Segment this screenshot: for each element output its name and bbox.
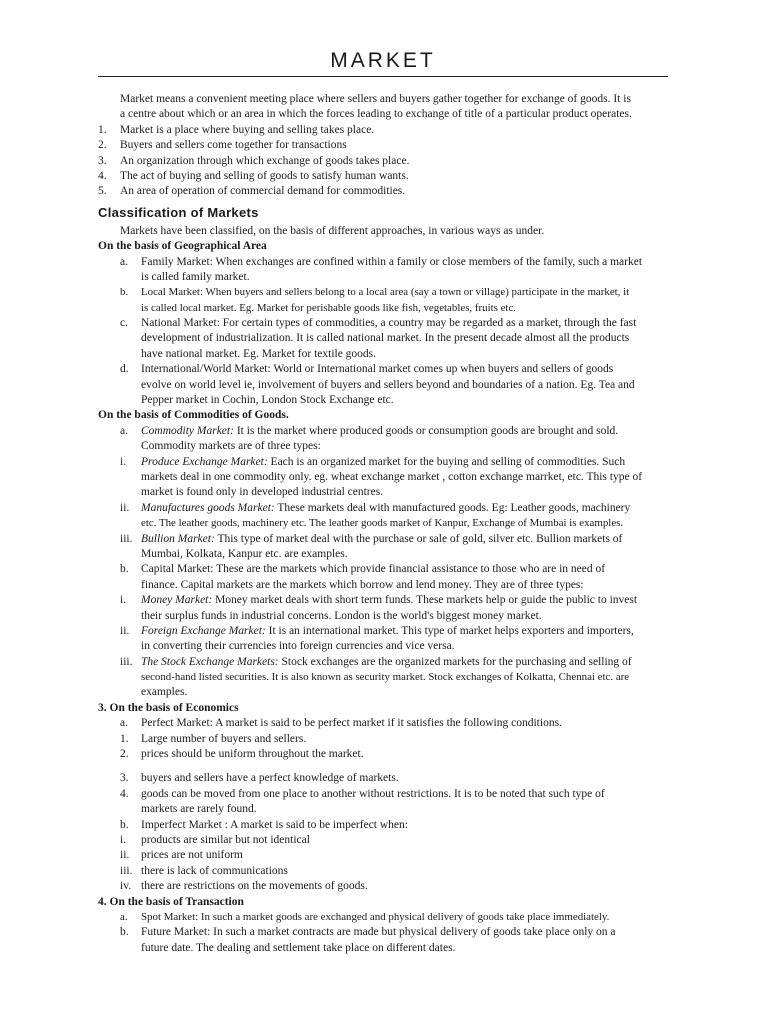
list-marker: ii. [120,849,130,862]
imperfect-condition-item: ii. prices are not uniform [98,848,668,863]
capital-market-item: b. Capital Market: These are the markets which provide financial assistance to those who are in need of [98,562,668,577]
list-marker: iii. [120,655,133,668]
geo-item-local-cont: is called local market. Eg. Market for perishable goods like fish, vegetables, fruits etc. [141,301,516,314]
imperfect-condition-item: iii. there is lack of communications [98,864,668,879]
list-marker: a. [120,255,128,268]
list-marker: b. [120,286,129,299]
list-marker: i. [120,833,127,846]
condition-item: 4. goods can be moved from one place to another without restrictions. It is to be noted that such type of [98,787,668,802]
list-marker: 2. [120,748,129,761]
list-marker: ii. [120,501,130,514]
definition-item: 3. An organization through which exchange of goods takes place. [98,154,668,169]
spot-market-item: a. Spot Market: In such a market goods are exchanged and physical delivery of goods take place immediately. [98,910,668,925]
geo-item-national-cont: development of industrialization. It is called national market. In the present decade almost all the products [141,332,630,345]
classification-intro: Markets have been classified, on the basis of different approaches, in various ways as under. [120,224,545,237]
future-market-cont: future date. The dealing and settlement take place on different dates. [141,941,456,954]
imperfect-market-item: b. Imperfect Market : A market is said to be imperfect when: [98,818,668,833]
list-marker: b. [120,926,129,939]
perfect-market-item: a. Perfect Market: A market is said to be perfect market if it satisfies the following conditions. [98,716,668,731]
subheading-commodities: On the basis of Commodities of Goods. [98,409,289,422]
geo-item-world: d. International/World Market: World or International market comes up when buyers and sellers of goods [98,362,668,377]
commodity-market-item: a. Commodity Market: It is the market where produced goods or consumption goods are brought and sold. [98,424,668,439]
list-marker: i. [120,455,127,468]
produce-exchange-item: i. Produce Exchange Market: Each is an organized market for the buying and selling of commodities. Such [98,455,668,470]
subheading-transaction: 4. On the basis of Transaction [98,895,244,908]
geo-item-national: c. National Market: For certain types of commodities, a country may be regarded as a market, through the fast [98,316,668,331]
term-stock-exchange: The Stock Exchange Markets: [141,655,279,668]
term-commodity-market: Commodity Market: [141,424,234,437]
list-marker: b. [120,818,129,831]
intro-line: Market means a convenient meeting place where sellers and buyers gather together for exchange of goods. It is [120,93,631,105]
list-marker: 3. [120,772,129,785]
imperfect-condition-item: i. products are similar but not identical [98,833,668,848]
future-market-item: b. Future Market: In such a market contracts are made but physical delivery of goods take place only on a [98,925,668,940]
imperfect-condition-item: iv. there are restrictions on the movements of goods. [98,879,668,894]
list-marker: iii. [120,864,133,877]
list-marker: a. [120,424,128,437]
produce-exchange-cont: market is found only in developed industrial centres. [141,486,384,499]
list-marker: c. [120,317,128,330]
title-rule [98,76,668,77]
page-title: MARKET [330,49,436,72]
list-marker: a. [120,910,128,923]
list-marker: i. [120,594,127,607]
definition-item: 4. The act of buying and selling of goods to satisfy human wants. [98,169,668,184]
money-market-item: i. Money Market: Money market deals with short term funds. These markets help or guide the public to invest [98,593,668,608]
term-bullion: Bullion Market: [141,532,215,545]
condition-item: 1. Large number of buyers and sellers. [98,732,668,747]
list-marker: a. [120,717,128,730]
subheading-economics: 3. On the basis of Economics [98,701,239,714]
capital-market-cont: finance. Capital markets are the markets which borrow and lend money. They are of three types: [141,578,584,591]
list-marker: iii. [120,532,133,545]
term-money-market: Money Market: [141,594,213,607]
geo-item-national-cont: have national market. Eg. Market for textile goods. [141,347,377,360]
condition-item: 3. buyers and sellers have a perfect knowledge of markets. [98,771,668,786]
term-produce-exchange: Produce Exchange Market: [141,455,268,468]
manufactures-cont: etc. The leather goods, machinery etc. The leather goods market of Kanpur, Exchange of Mumbai is examples. [141,517,624,530]
money-market-cont: their surplus funds in industrial concerns. London is the world's biggest money market. [141,609,542,622]
geo-item-local: b. Local Market: When buyers and sellers belong to a local area (say a town or village) participate in the market, it [98,285,668,300]
geo-item-world-cont: Pepper market in Cochin, London Stock Exchange etc. [141,394,394,407]
list-marker: 5. [98,185,107,198]
definition-item: 2. Buyers and sellers come together for transactions [98,138,668,153]
section-heading-classification: Classification of Markets [98,204,259,220]
list-marker: 4. [120,787,129,800]
term-foreign-exchange: Foreign Exchange Market: [141,624,266,637]
list-marker: 1. [98,123,107,136]
bullion-cont: Mumbai, Kolkata, Kanpur etc. are examples. [141,547,348,560]
list-marker: ii. [120,624,130,637]
manufactures-item: ii. Manufactures goods Market: These markets deal with manufactured goods. Eg: Leather goods, machinery [98,501,668,516]
foreign-exchange-cont: in converting their currencies into foreign currencies and vice versa. [141,640,455,653]
list-marker: iv. [120,880,132,893]
condition-item-cont: markets are rarely found. [141,803,257,816]
list-marker: 1. [120,732,129,745]
commodity-market-cont: Commodity markets are of three types: [141,440,321,453]
definition-item: 5. An area of operation of commercial demand for commodities. [98,184,668,199]
stock-exchange-cont: second-hand listed securities. It is also known as security market. Stock exchanges of Kolkatta, Chennai etc. are [141,671,630,684]
list-marker: d. [120,363,129,376]
list-marker: 2. [98,139,107,152]
geo-item-world-cont: evolve on world level ie, involvement of buyers and sellers beyond and boundaries of a nation. Eg. Tea and [141,378,635,391]
stock-exchange-item: iii. The Stock Exchange Markets: Stock exchanges are the organized markets for the purchasing and selling of [98,655,668,670]
foreign-exchange-item: ii. Foreign Exchange Market: It is an international market. This type of market helps exporters and importers, [98,624,668,639]
stock-exchange-cont: examples. [141,686,188,699]
geo-item-family: a. Family Market: When exchanges are confined within a family or close members of the family, such a market [98,255,668,270]
subheading-geographical: On the basis of Geographical Area [98,240,267,253]
intro-line: a centre about which or an area in which the forces leading to exchange of title of a particular product operates. [120,108,632,121]
list-marker: 4. [98,169,107,182]
list-marker: b. [120,563,129,576]
term-manufactures: Manufactures goods Market: [141,501,275,514]
produce-exchange-cont: markets deal in one commodity only. eg. wheat exchange market , cotton exchange marrket, etc. This type of [141,470,643,483]
list-marker: 3. [98,154,107,167]
definition-item: 1. Market is a place where buying and selling takes place. [98,123,668,138]
condition-item: 2. prices should be uniform throughout the market. [98,747,668,762]
document-body [98,92,668,956]
bullion-item: iii. Bullion Market: This type of market deal with the purchase or sale of gold, silver etc. Bullion markets of [98,532,668,547]
geo-item-family-cont: is called family market. [141,270,250,283]
